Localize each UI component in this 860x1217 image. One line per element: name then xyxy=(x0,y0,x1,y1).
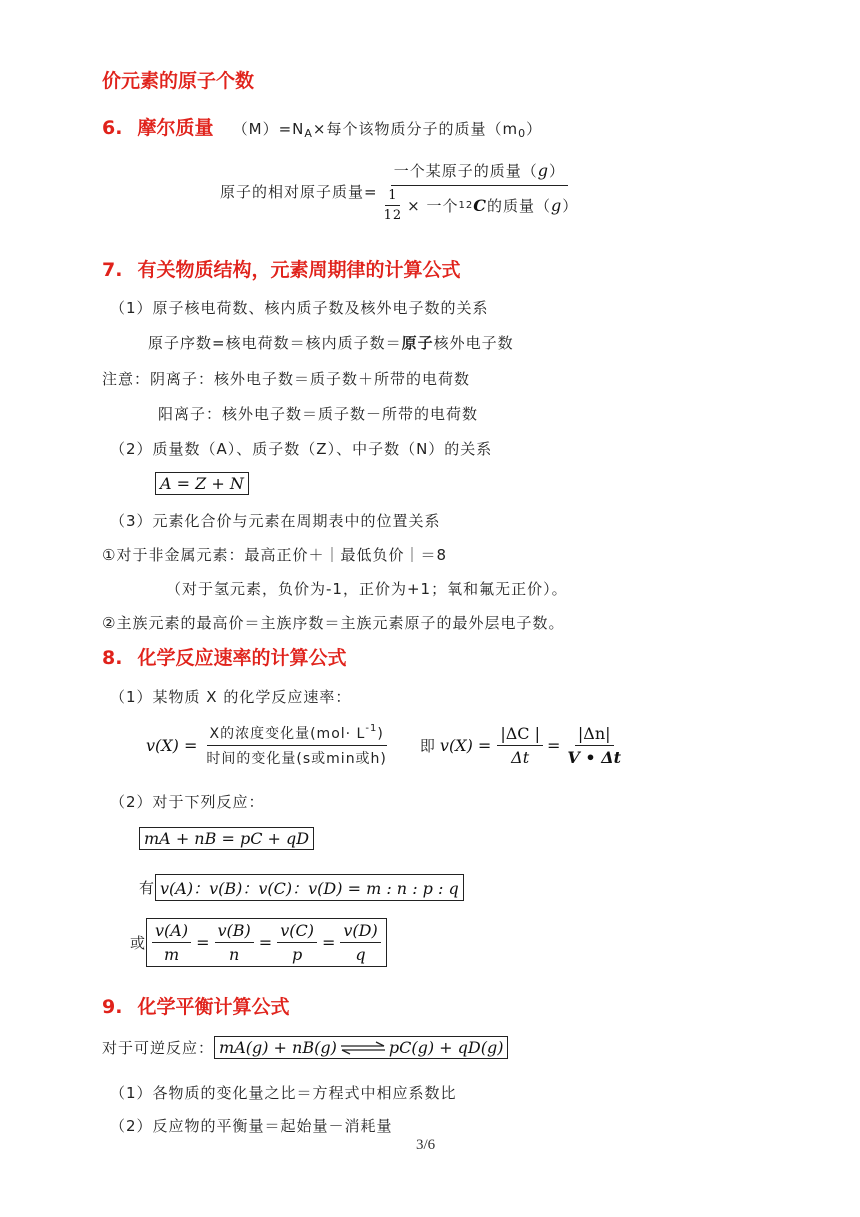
numerator: v(D) xyxy=(340,921,380,943)
mass-number-formula-box: A = Z + N xyxy=(155,472,249,495)
molar-mass-formula xyxy=(233,120,542,138)
equals-sign: = xyxy=(258,933,273,952)
section-title: 摩尔质量 xyxy=(137,117,214,139)
equilibrium-arrow-icon xyxy=(340,1041,386,1055)
text-line: （1）原子核电荷数、核内质子数及核外电子数的关系 xyxy=(110,299,489,317)
text-line: （对于氢元素，负价为-1，正价为+1；氧和氟无正价）。 xyxy=(166,580,568,598)
fraction xyxy=(378,160,582,223)
reversible-reaction-line xyxy=(102,1036,508,1059)
fraction xyxy=(215,921,254,964)
text-line: （3）元素化合价与元素在周期表中的位置关系 xyxy=(110,512,441,530)
fraction xyxy=(340,921,380,964)
numerator: 1 xyxy=(385,188,400,206)
products: pC(g) + qD(g) xyxy=(388,1038,504,1057)
text-span-bold: 原子 xyxy=(401,334,434,352)
denominator: 12 xyxy=(383,208,403,223)
fraction-denominator: 时间的变化量(s或min或h) xyxy=(206,751,387,767)
equals-sign: = xyxy=(321,933,336,952)
numerator: v(B) xyxy=(215,921,254,943)
text-line: （2）对于下列反应： xyxy=(110,793,265,811)
numerator-text: ） xyxy=(549,162,566,180)
superscript: 12 xyxy=(458,200,474,211)
numerator-unit: g xyxy=(537,161,550,180)
numerator-text: X的浓度变化量(mol· L xyxy=(209,726,366,742)
numerator: v(A) xyxy=(152,921,191,943)
text-span: 或 xyxy=(130,934,147,952)
denominator-text: 的质量（ xyxy=(486,197,551,215)
rate-ratio-line xyxy=(139,874,464,901)
fraction xyxy=(152,921,191,964)
formula-text: ×每个该物质分子的质量（m xyxy=(312,120,519,138)
fraction-numerator xyxy=(391,160,568,186)
page-number: 3/6 xyxy=(416,1137,436,1153)
rate-fraction-box xyxy=(146,918,387,967)
text-line: （2）质量数（A）、质子数（Z）、中子数（N）的关系 xyxy=(110,440,493,458)
text-line: （1）各物质的变化量之比＝方程式中相应系数比 xyxy=(110,1084,457,1102)
section-title: 化学平衡计算公式 xyxy=(137,996,290,1018)
section-number: 6. xyxy=(102,117,123,139)
one-twelfth xyxy=(381,188,406,223)
section-title: 化学反应速率的计算公式 xyxy=(137,647,347,669)
carbon-symbol: C xyxy=(473,196,487,215)
fraction-denominator: V • Δt xyxy=(567,748,621,767)
formula-text: （M）=N xyxy=(232,120,305,138)
fraction-denominator xyxy=(378,186,582,223)
formula-text: ） xyxy=(526,120,543,138)
section-7-heading xyxy=(102,255,461,282)
numerator: v(C) xyxy=(277,921,317,943)
reactants: mA(g) + nB(g) xyxy=(219,1038,337,1057)
section-title: 有关物质结构，元素周期律的计算公式 xyxy=(137,259,461,281)
formula-label: 原子的相对原子质量= xyxy=(220,183,378,201)
reversible-reaction-box xyxy=(214,1036,508,1059)
formula-lhs: v(X) = xyxy=(146,736,198,755)
formula-lhs: v(X) = xyxy=(439,736,492,755)
fraction-numerator: |ΔC | xyxy=(497,724,543,746)
fraction-denominator: Δt xyxy=(511,748,530,767)
numerator-text: ) xyxy=(377,726,384,742)
numerator-text: 一个某原子的质量（ xyxy=(393,162,538,180)
text-span: 有 xyxy=(139,879,156,897)
equals-sign: = xyxy=(547,736,561,755)
section-number: 9. xyxy=(102,996,123,1018)
fraction-numerator xyxy=(207,723,387,746)
rate-fraction-line xyxy=(130,918,387,967)
fraction xyxy=(497,724,543,767)
denominator: p xyxy=(291,945,303,964)
equals-sign: = xyxy=(196,933,210,952)
fraction-numerator: |Δn| xyxy=(575,724,614,746)
equivalently-label: 即 xyxy=(419,737,436,755)
denominator-text: ） xyxy=(562,197,579,215)
text-line: ①对于非金属元素：最高正价＋｜最低负价｜＝8 xyxy=(102,546,447,564)
relative-atomic-mass-formula xyxy=(220,160,581,223)
denominator: n xyxy=(228,945,240,964)
section-heading-tail: 价元素的原子个数 xyxy=(102,70,255,92)
formula-subscript: A xyxy=(304,127,313,140)
text-line: 阳离子：核外电子数＝质子数－所带的电荷数 xyxy=(158,405,479,423)
text-line xyxy=(148,332,514,353)
text-line: （2）反应物的平衡量＝起始量－消耗量 xyxy=(110,1117,393,1135)
section-6-heading xyxy=(102,113,542,140)
section-8-heading xyxy=(102,643,347,670)
text-line: ②主族元素的最高价＝主族序数＝主族元素原子的最外层电子数。 xyxy=(102,614,565,632)
fraction xyxy=(277,921,317,964)
superscript: -1 xyxy=(365,723,378,734)
text-span: 对于可逆反应： xyxy=(102,1039,215,1057)
reaction-equation-box: mA + nB = pC + qD xyxy=(139,827,314,850)
text-span: 核外电子数 xyxy=(433,334,514,352)
rate-ratio-box: v(A)：v(B)：v(C)：v(D) = m : n : p : q xyxy=(155,874,464,901)
section-9-heading xyxy=(102,992,290,1019)
text-line: （1）某物质 X 的化学反应速率： xyxy=(110,688,352,706)
reaction-rate-formula xyxy=(146,723,624,768)
section-number: 7. xyxy=(102,259,123,281)
denominator-unit: g xyxy=(550,196,563,215)
denominator: m xyxy=(163,945,180,964)
fraction xyxy=(564,724,624,767)
formula-subscript: 0 xyxy=(518,127,527,140)
section-number: 8. xyxy=(102,647,123,669)
denominator: q xyxy=(355,945,366,964)
denominator-text: × 一个 xyxy=(407,197,459,215)
fraction xyxy=(203,723,390,768)
text-span: 原子序数=核电荷数＝核内质子数＝ xyxy=(148,334,402,352)
text-line: 注意：阴离子：核外电子数＝质子数＋所带的电荷数 xyxy=(102,370,471,388)
